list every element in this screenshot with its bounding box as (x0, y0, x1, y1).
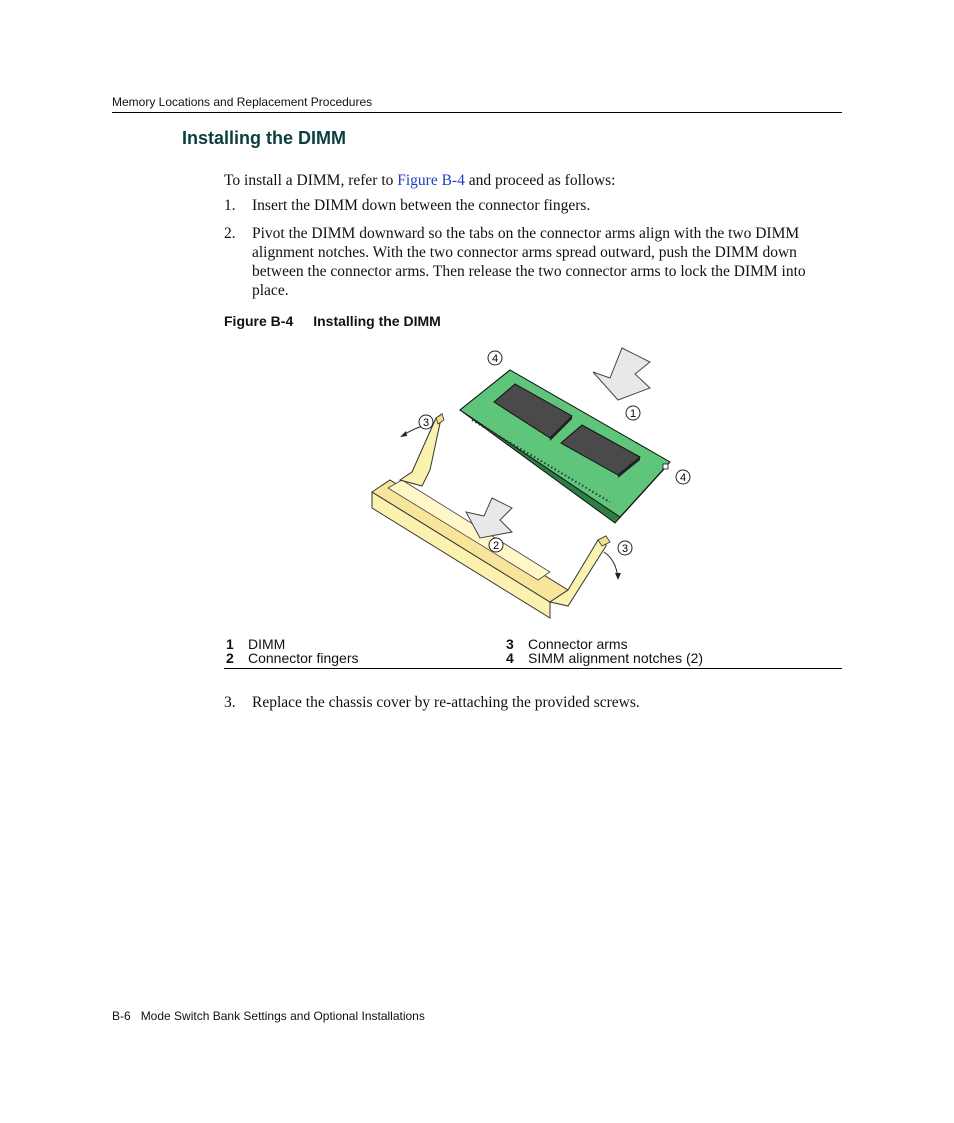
svg-text:4: 4 (491, 353, 499, 365)
section-title: Installing the DIMM (182, 128, 346, 148)
svg-text:2: 2 (492, 540, 500, 552)
intro-text-after: and proceed as follows: (464, 172, 616, 189)
step-number: 2. (224, 225, 236, 242)
step-text: Pivot the DIMM downward so the tabs on the connector arms align with the two DIMM alignment notches. With the two connector arms spread outward, push the DIMM down between the connector arms. Then release the two connector arms to lock the DIMM into place. (252, 225, 806, 299)
step-text: Insert the DIMM down between the connector fingers. (252, 197, 591, 214)
page-footer (112, 1009, 425, 1023)
figure-legend (224, 636, 842, 669)
step-number: 3. (224, 694, 236, 711)
legend-text: Connector fingers (248, 650, 359, 666)
svg-text:4: 4 (679, 472, 687, 484)
svg-text:1: 1 (629, 408, 637, 420)
insert-arrow-icon (593, 348, 650, 400)
dimm-installation-illustration (360, 340, 720, 630)
figure-label: Figure B-4 (224, 313, 294, 329)
legend-text: DIMM (248, 636, 286, 652)
header-rule (112, 112, 842, 113)
svg-text:3: 3 (422, 417, 430, 429)
figure-b4-link[interactable]: Figure B-4 (397, 172, 465, 189)
legend-number: 1 (226, 636, 234, 652)
legend-text: Connector arms (528, 636, 628, 652)
step-text: Replace the chassis cover by re-attaching the provided screws. (252, 694, 640, 711)
legend-text: SIMM alignment notches (2) (528, 650, 704, 666)
callout-4-top (488, 351, 502, 365)
callout-1 (626, 406, 640, 420)
alignment-notch (663, 464, 668, 469)
figure-caption (224, 313, 441, 329)
callout-2 (489, 538, 503, 552)
legend-number: 2 (226, 650, 234, 666)
figure-title: Installing the DIMM (313, 313, 441, 329)
intro-paragraph (224, 171, 616, 190)
legend-number: 4 (506, 650, 514, 666)
running-header: Memory Locations and Replacement Procedures (112, 95, 373, 109)
callout-4-right (676, 470, 690, 484)
legend-number: 3 (506, 636, 514, 652)
callout-3-left (419, 415, 433, 429)
intro-text-before: To install a DIMM, refer to (224, 172, 398, 189)
chapter-title: Mode Switch Bank Settings and Optional Installations (140, 1009, 425, 1023)
callout-3-right (618, 541, 632, 555)
page-number: B-6 (112, 1009, 131, 1023)
svg-text:3: 3 (621, 543, 629, 555)
step-number: 1. (224, 197, 236, 214)
